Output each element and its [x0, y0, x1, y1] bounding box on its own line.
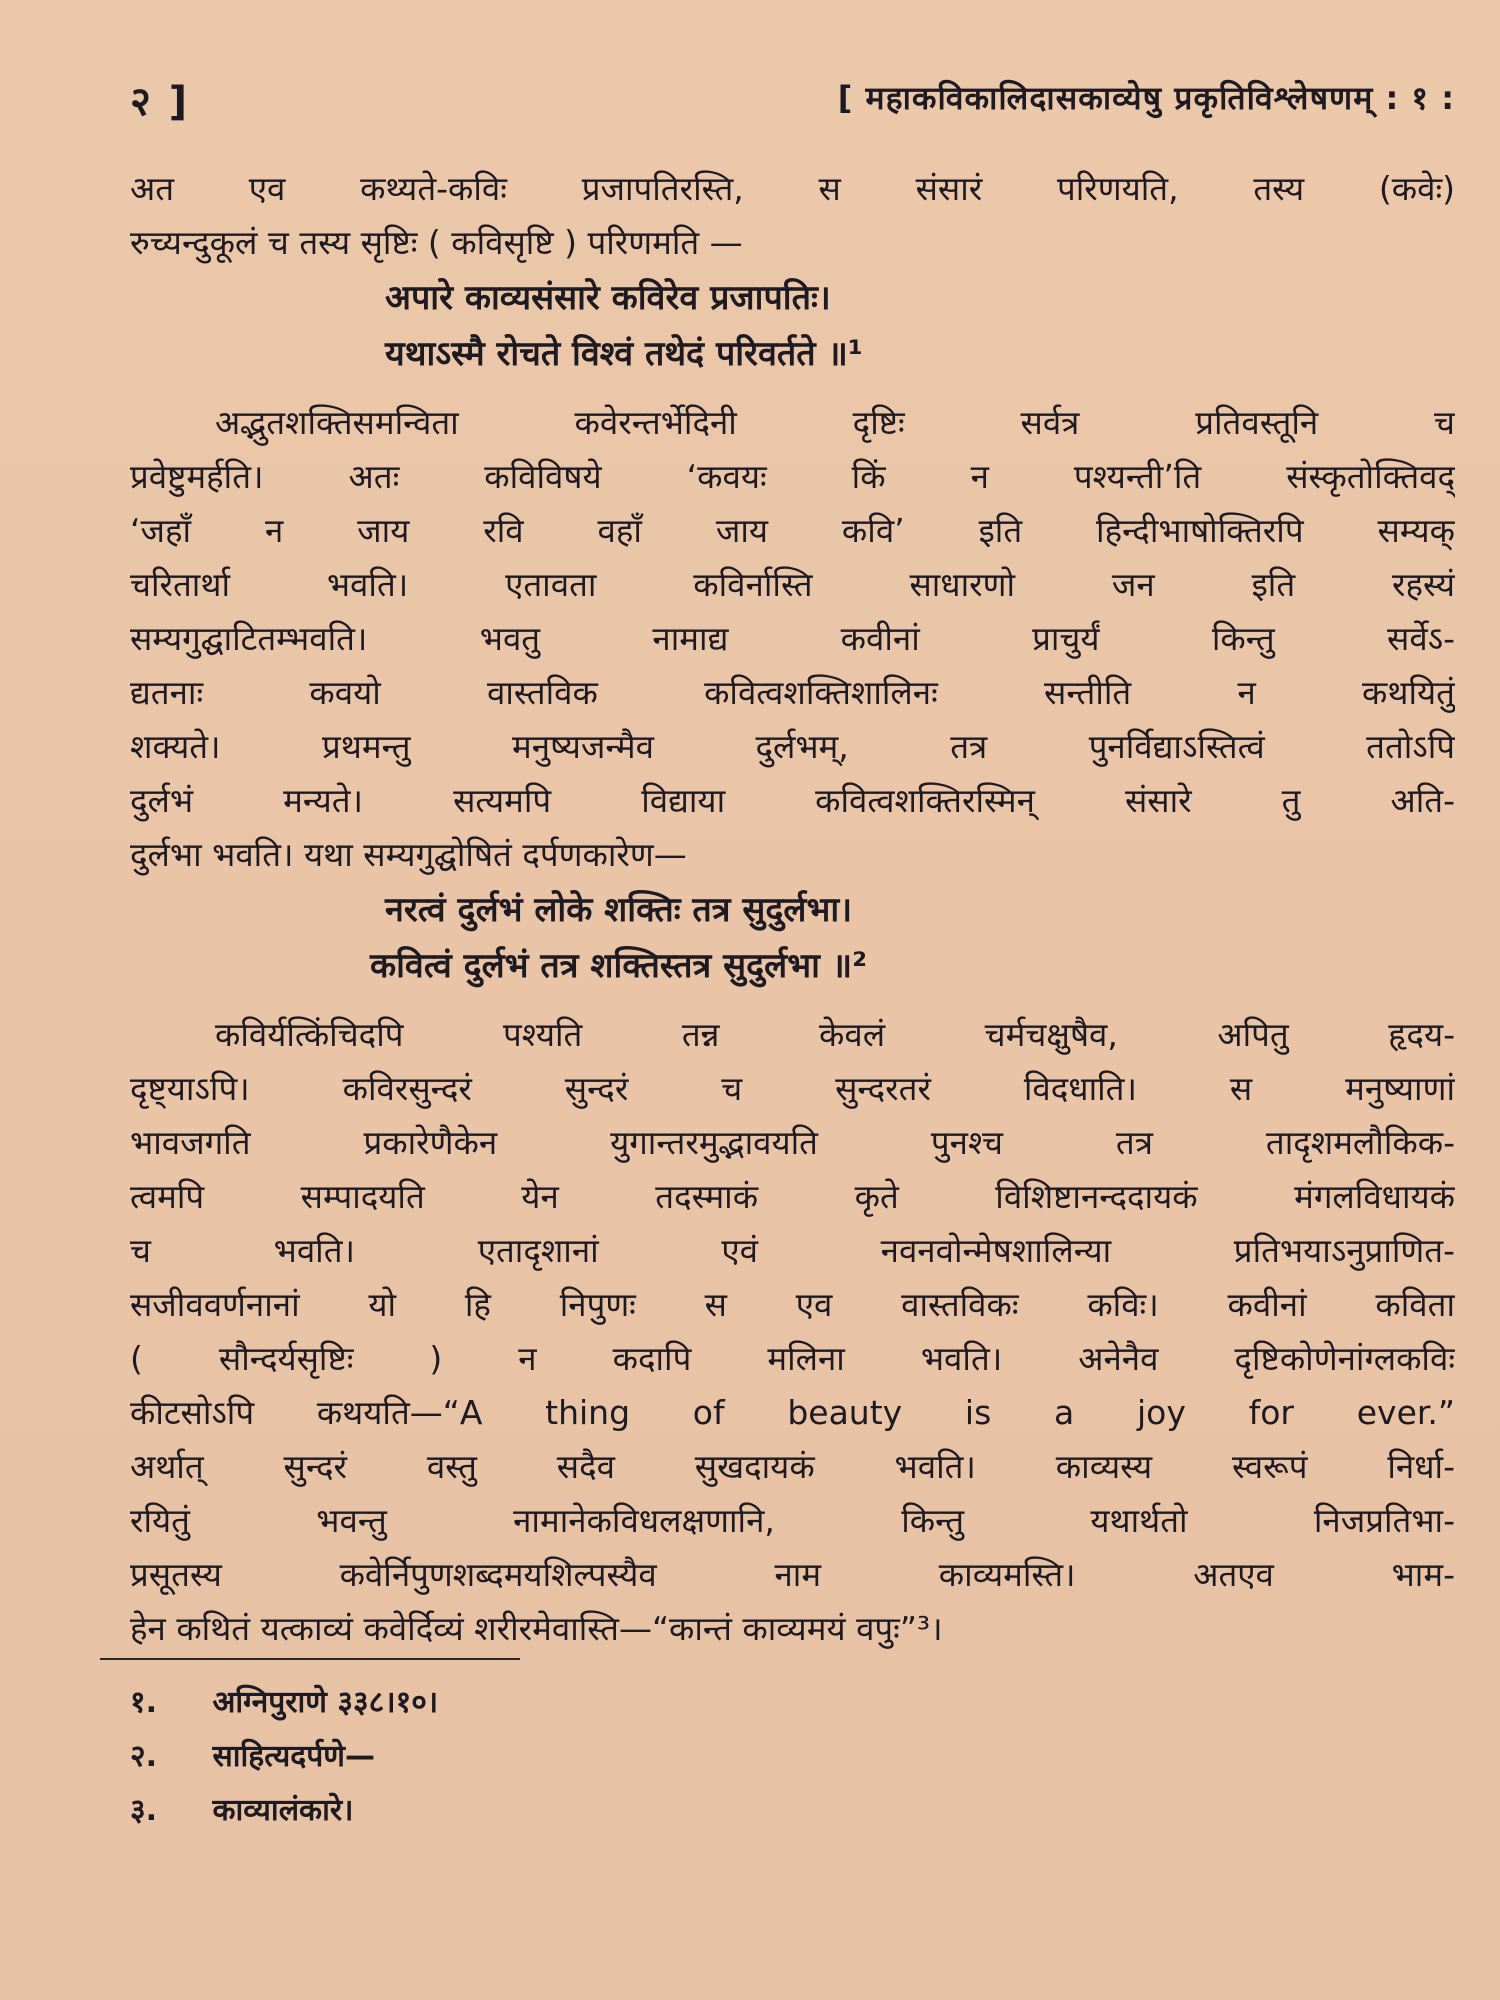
- text-line: त्वमपि सम्पादयति येन तदस्माकं कृते विशिष्टानन्ददायकं मंगलविधायकं: [130, 1177, 1455, 1216]
- text-line: हेन कथितं यत्काव्यं कवेर्दिव्यं शरीरमेवास्ति—“कान्तं काव्यमयं वपुः”³।: [130, 1609, 943, 1648]
- text-line: दुर्लभं मन्यते। सत्यमपि विद्याया कवित्वशक्तिरस्मिन् संसारे तु अति-: [130, 781, 1455, 820]
- verse-line: अपारे काव्यसंसारे कविरेव प्रजापतिः।: [385, 278, 831, 318]
- footnote-text: अग्निपुराणे ३३८।१०।: [212, 1685, 439, 1720]
- paragraph-2: [130, 396, 1455, 882]
- text-line: द्यतनाः कवयो वास्तविक कवित्वशक्तिशालिनः सन्तीति न कथयितुं: [130, 673, 1455, 712]
- text-line: रुच्यन्दुकूलं च तस्य सृष्टिः ( कविसृष्टि ) परिणमति —: [130, 223, 743, 262]
- footnote-number: १.: [130, 1685, 157, 1720]
- verse-2: [130, 882, 1455, 994]
- text-line: सम्यगुद्घाटितम्भवति। भवतु नामाद्य कवीनां प्राचुर्यं किन्तु सर्वेऽ-: [130, 619, 1455, 658]
- text-line: चरितार्था भवति। एतावता कविर्नास्ति साधारणो जन इति रहस्यं: [130, 565, 1455, 604]
- text-line: अर्थात् सुन्दरं वस्तु सदैव सुखदायकं भवति। काव्यस्य स्वरूपं निर्धा-: [130, 1447, 1455, 1486]
- text-line: अद्भुतशक्तिसमन्विता कवेरन्तर्भेदिनी दृष्टिः सर्वत्र प्रतिवस्तूनि च: [215, 403, 1455, 442]
- footnote-number: ३.: [130, 1793, 157, 1828]
- verse-1: [130, 270, 1455, 382]
- footnote-divider: [100, 1658, 520, 1660]
- body-text: [130, 162, 1455, 1656]
- text-line: रयितुं भवन्तु नामानेकविधलक्षणानि, किन्तु यथार्थतो निजप्रतिभा-: [130, 1501, 1455, 1540]
- text-line: शक्यते। प्रथमन्तु मनुष्यजन्मैव दुर्लभम्, तत्र पुनर्विद्याऽस्तित्वं ततोऽपि: [130, 727, 1455, 766]
- footnote-text: साहित्यदर्पणे—: [212, 1739, 375, 1774]
- text-line: अत एव कथ्यते-कविः प्रजापतिरस्ति, स संसारं परिणयति, तस्य (कवेः): [130, 169, 1455, 208]
- text-line: भावजगति प्रकारेणैकेन युगान्तरमुद्भावयति पुनश्च तत्र तादृशमलौकिक-: [130, 1123, 1455, 1162]
- verse-line: कवित्वं दुर्लभं तत्र शक्तिस्तत्र सुदुर्लभा ॥²: [370, 946, 868, 986]
- text-line: दृष्ट्याऽपि। कविरसुन्दरं सुन्दरं च सुन्दरतरं विदधाति। स मनुष्याणां: [130, 1069, 1455, 1108]
- text-line: ‘जहाँ न जाय रवि वहाँ जाय कवि’ इति हिन्दीभाषोक्तिरपि सम्यक्: [130, 511, 1455, 550]
- text-line: च भवति। एतादृशानां एवं नवनवोन्मेषशालिन्या प्रतिभयाऽनुप्राणित-: [130, 1231, 1455, 1270]
- text-line: कीटसोऽपि कथयति—“A thing of beauty is a joy for ever.”: [130, 1393, 1455, 1432]
- footnote-item: [130, 1784, 1030, 1838]
- text-line: सजीववर्णनानां यो हि निपुणः स एव वास्तविकः कविः। कवीनां कविता: [130, 1285, 1455, 1324]
- footnote-item: [130, 1676, 1030, 1730]
- text-line: दुर्लभा भवति। यथा सम्यगुद्घोषितं दर्पणकारेण—: [130, 835, 687, 874]
- text-line: कविर्यत्किंचिदपि पश्यति तन्न केवलं चर्मचक्षुषैव, अपितु हृदय-: [215, 1015, 1455, 1054]
- verse-line: यथाऽस्मै रोचते विश्वं तथेदं परिवर्तते ॥¹: [385, 334, 863, 374]
- page-number: २ ]: [130, 79, 190, 125]
- text-line: प्रवेष्टुमर्हति। अतः कविविषये ‘कवयः किं न पश्यन्ती’ति संस्कृतोक्तिवद्: [130, 457, 1455, 496]
- running-title: [ महाकविकालिदासकाव्येषु प्रकृतिविश्लेषणम् : १ :: [837, 79, 1455, 117]
- text-line: ( सौन्दर्यसृष्टिः ) न कदापि मलिना भवति। अनेनैव दृष्टिकोणेनांग्लकविः: [130, 1339, 1455, 1378]
- page-header: [130, 72, 1455, 128]
- footnote-text: काव्यालंकारे।: [212, 1793, 354, 1828]
- paragraph-1: [130, 162, 1455, 270]
- paragraph-3: [130, 1008, 1455, 1656]
- footnotes: [130, 1676, 1030, 1838]
- verse-line: नरत्वं दुर्लभं लोके शक्तिः तत्र सुदुर्लभा।: [385, 890, 853, 930]
- footnote-item: [130, 1730, 1030, 1784]
- text-line: प्रसूतस्य कवेर्निपुणशब्दमयशिल्पस्यैव नाम काव्यमस्ति। अतएव भाम-: [130, 1555, 1455, 1594]
- footnote-number: २.: [130, 1739, 157, 1774]
